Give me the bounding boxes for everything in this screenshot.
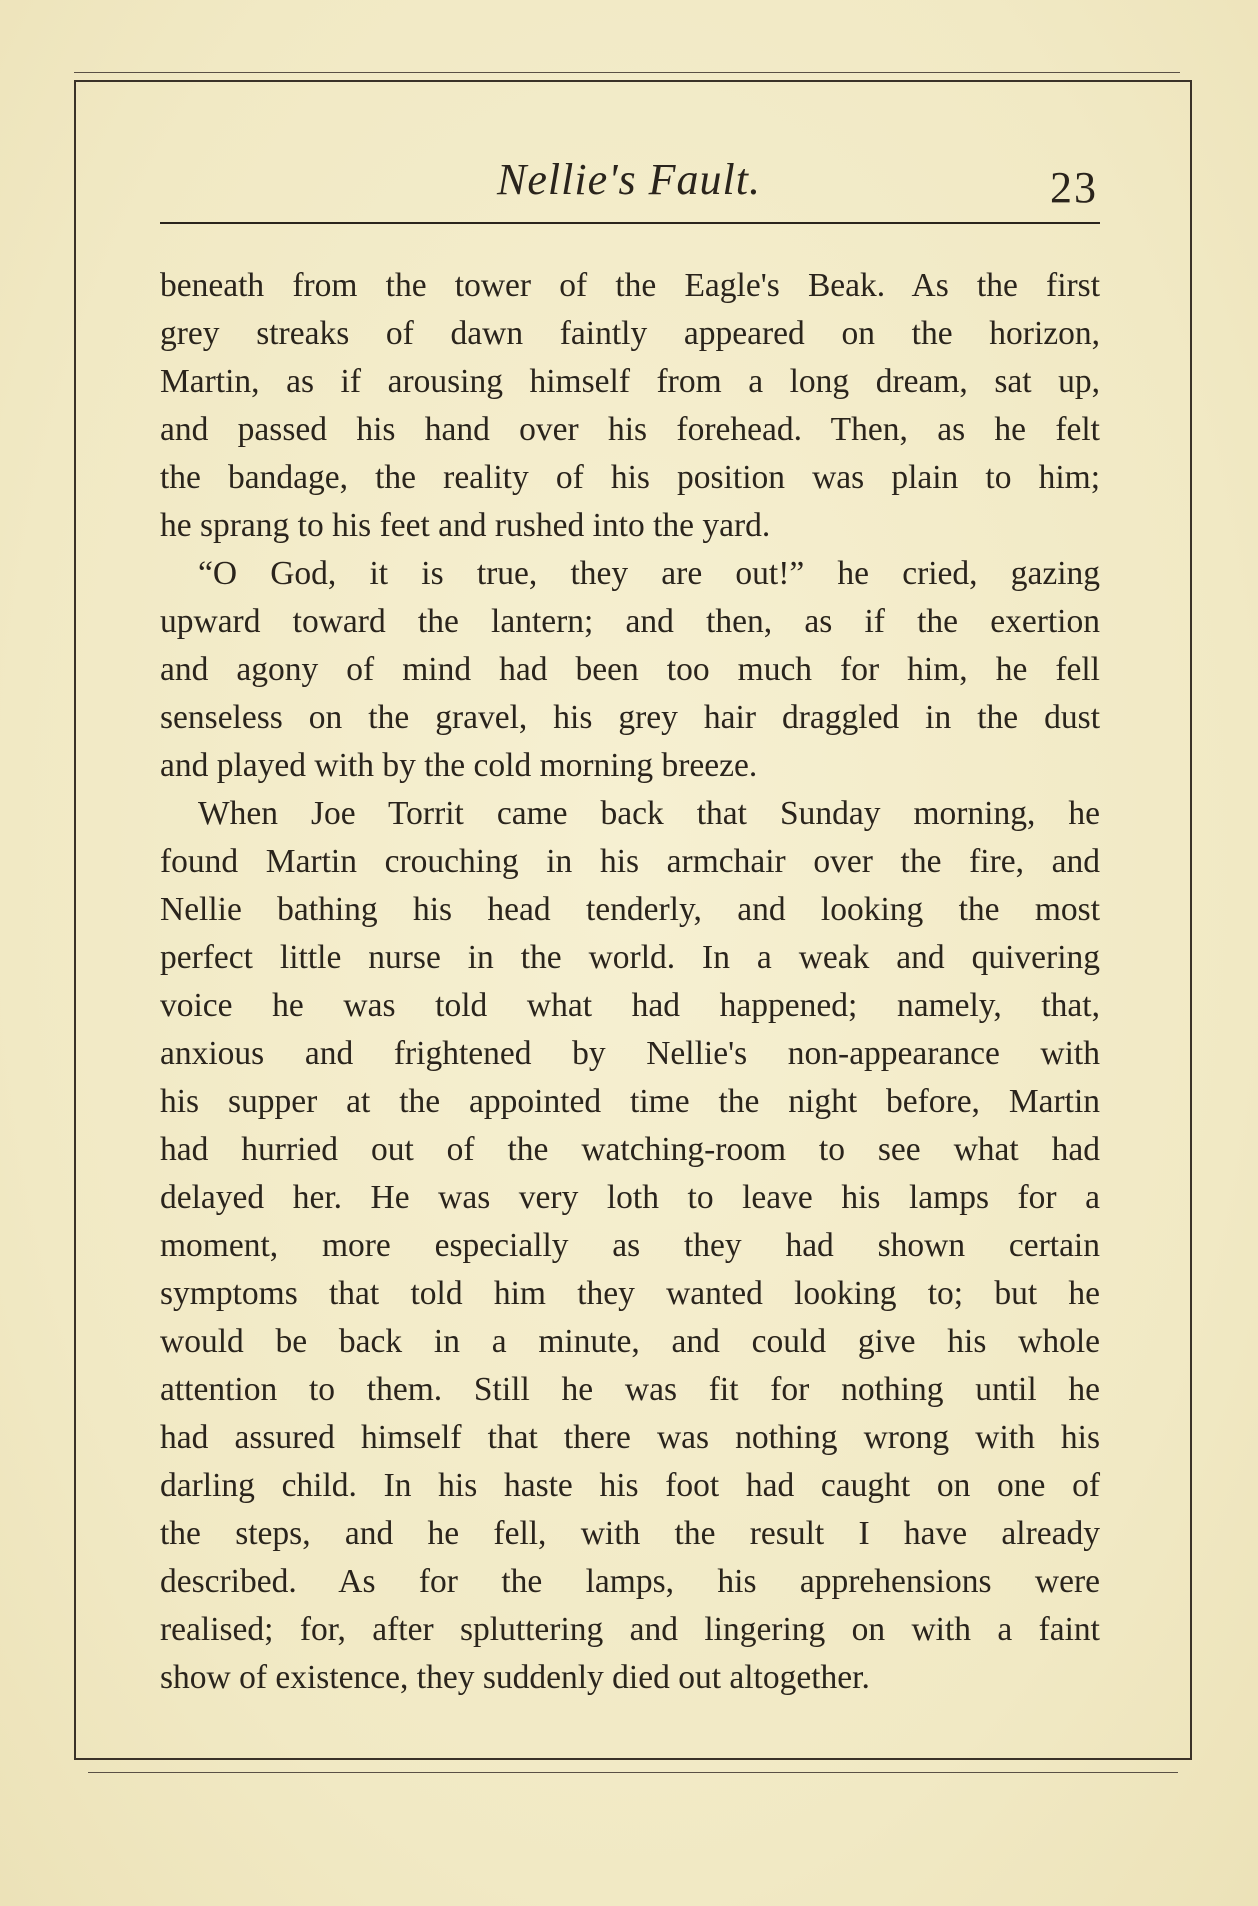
running-title: Nellie's Fault. [497,155,761,204]
text-line: When Joe Torrit came back that Sunday morning, he [198,795,1100,832]
text-line: show of existence, they suddenly died out altogether. [160,1659,870,1696]
text-line: and passed his hand over his forehead. Then, as he felt [160,411,1100,448]
text-line: beneath from the tower of the Eagle's Beak. As the first [160,267,1100,304]
text-line: had assured himself that there was nothing wrong with his [160,1419,1100,1456]
text-line: symptoms that told him they wanted looking to; but he [160,1275,1100,1312]
text-line: he sprang to his feet and rushed into the yard. [160,507,771,544]
text-line: the steps, and he fell, with the result I have already [160,1515,1100,1552]
text-line: realised; for, after spluttering and lingering on with a faint [160,1611,1100,1648]
text-line: grey streaks of dawn faintly appeared on the horizon, [160,315,1100,352]
text-line: and played with by the cold morning breeze. [160,747,758,784]
text-line: darling child. In his haste his foot had caught on one of [160,1467,1100,1504]
text-line: would be back in a minute, and could give his whole [160,1323,1100,1360]
page-header [160,148,1098,218]
text-line: moment, more especially as they had shown certain [160,1227,1100,1264]
page-number: 23 [1050,163,1098,212]
text-line: perfect little nurse in the world. In a weak and quivering [160,939,1100,976]
text-line: “O God, it is true, they are out!” he cried, gazing [198,555,1100,592]
text-line: the bandage, the reality of his position was plain to him; [160,459,1100,496]
text-line: Nellie bathing his head tenderly, and looking the most [160,891,1100,928]
text-line: attention to them. Still he was fit for nothing until he [160,1371,1100,1408]
text-line: voice he was told what had happened; namely, that, [160,987,1100,1024]
frame-bottom-line [88,1772,1178,1773]
text-line: senseless on the gravel, his grey hair draggled in the dust [160,699,1100,736]
text-line: upward toward the lantern; and then, as if the exertion [160,603,1100,640]
text-line: described. As for the lamps, his apprehensions were [160,1563,1100,1600]
text-line: found Martin crouching in his armchair over the fire, and [160,843,1100,880]
text-line: delayed her. He was very loth to leave his lamps for a [160,1179,1100,1216]
text-line: and agony of mind had been too much for him, he fell [160,651,1100,688]
text-line: anxious and frightened by Nellie's non-appearance with [160,1035,1100,1072]
text-line: had hurried out of the watching-room to see what had [160,1131,1100,1168]
header-rule [160,222,1100,224]
text-line: his supper at the appointed time the night before, Martin [160,1083,1100,1120]
frame-top-line [74,72,1180,73]
text-line: Martin, as if arousing himself from a long dream, sat up, [160,363,1100,400]
body-text [160,262,1100,1702]
